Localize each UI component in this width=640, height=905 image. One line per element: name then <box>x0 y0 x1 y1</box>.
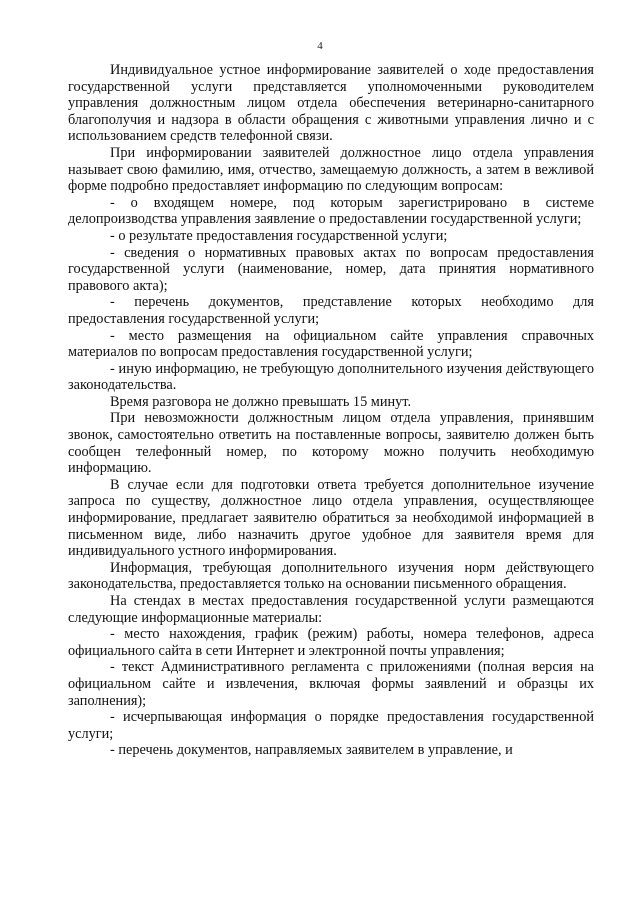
paragraph: - место нахождения, график (режим) работы, номера телефонов, адреса официального сайта в сети Интернет и электронной почты управления; <box>68 626 594 659</box>
paragraph: - исчерпывающая информация о порядке предоставления государственной услуги; <box>68 709 594 742</box>
paragraph: - иную информацию, не требующую дополнительного изучения действующего законодательства. <box>68 360 594 394</box>
paragraph: Индивидуальное устное информирование заявителей о ходе предоставления государственной услуги представляется уполномоченными руководителем управления должностным лицом отдела обеспечения ветеринарно-санитарного благополучия и надзора в области обращения с животными управления лично и с использованием средств телефонной связи. <box>68 62 594 145</box>
paragraph: В случае если для подготовки ответа требуется дополнительное изучение запроса по существу, должностное лицо отдела управления, осуществляющее информирование, предлагает заявителю обратиться за необходимой информацией в письменном виде, либо назначить другое удобное для заявителя время для индивидуального устного информирования. <box>68 476 594 560</box>
paragraph: Время разговора не должно превышать 15 минут. <box>110 393 412 410</box>
document-body <box>68 62 594 759</box>
paragraph: Информация, требующая дополнительного изучения норм действующего законодательства, предоставляется только на основании письменного обращения. <box>68 559 594 593</box>
paragraph: - перечень документов, представление которых необходимо для предоставления государственной услуги; <box>68 294 594 327</box>
paragraph: - сведения о нормативных правовых актах по вопросам предоставления государственной услуги (наименование, номер, дата принятия нормативного правового акта); <box>68 244 594 294</box>
paragraph: При информировании заявителей должностное лицо отдела управления называет свою фамилию, имя, отчество, замещаемую должность, а затем в вежливой форме подробно предоставляет информацию по следующим вопросам: <box>68 144 594 195</box>
page-number: 4 <box>317 40 323 52</box>
paragraph: При невозможности должностным лицом отдела управления, принявшим звонок, самостоятельно ответить на поставленные вопросы, заявителю должен быть сообщен телефонный номер, по которому можно получить необходимую информацию. <box>68 410 594 477</box>
paragraph: - место размещения на официальном сайте управления справочных материалов по вопросам предоставления государственной услуги; <box>68 327 594 361</box>
paragraph: На стендах в местах предоставления государственной услуги размещаются следующие информационные материалы: <box>68 593 594 626</box>
paragraph: - о входящем номере, под которым зарегистрировано в системе делопроизводства управления заявление о предоставлении государственной услуги; <box>68 194 594 228</box>
paragraph: - текст Административного регламента с приложениями (полная версия на официальном сайте и извлечения, включая формы заявлений и образцы их заполнения); <box>68 659 594 709</box>
paragraph: - о результате предоставления государственной услуги; <box>110 227 448 244</box>
paragraph: - перечень документов, направляемых заявителем в управление, и <box>110 742 513 759</box>
